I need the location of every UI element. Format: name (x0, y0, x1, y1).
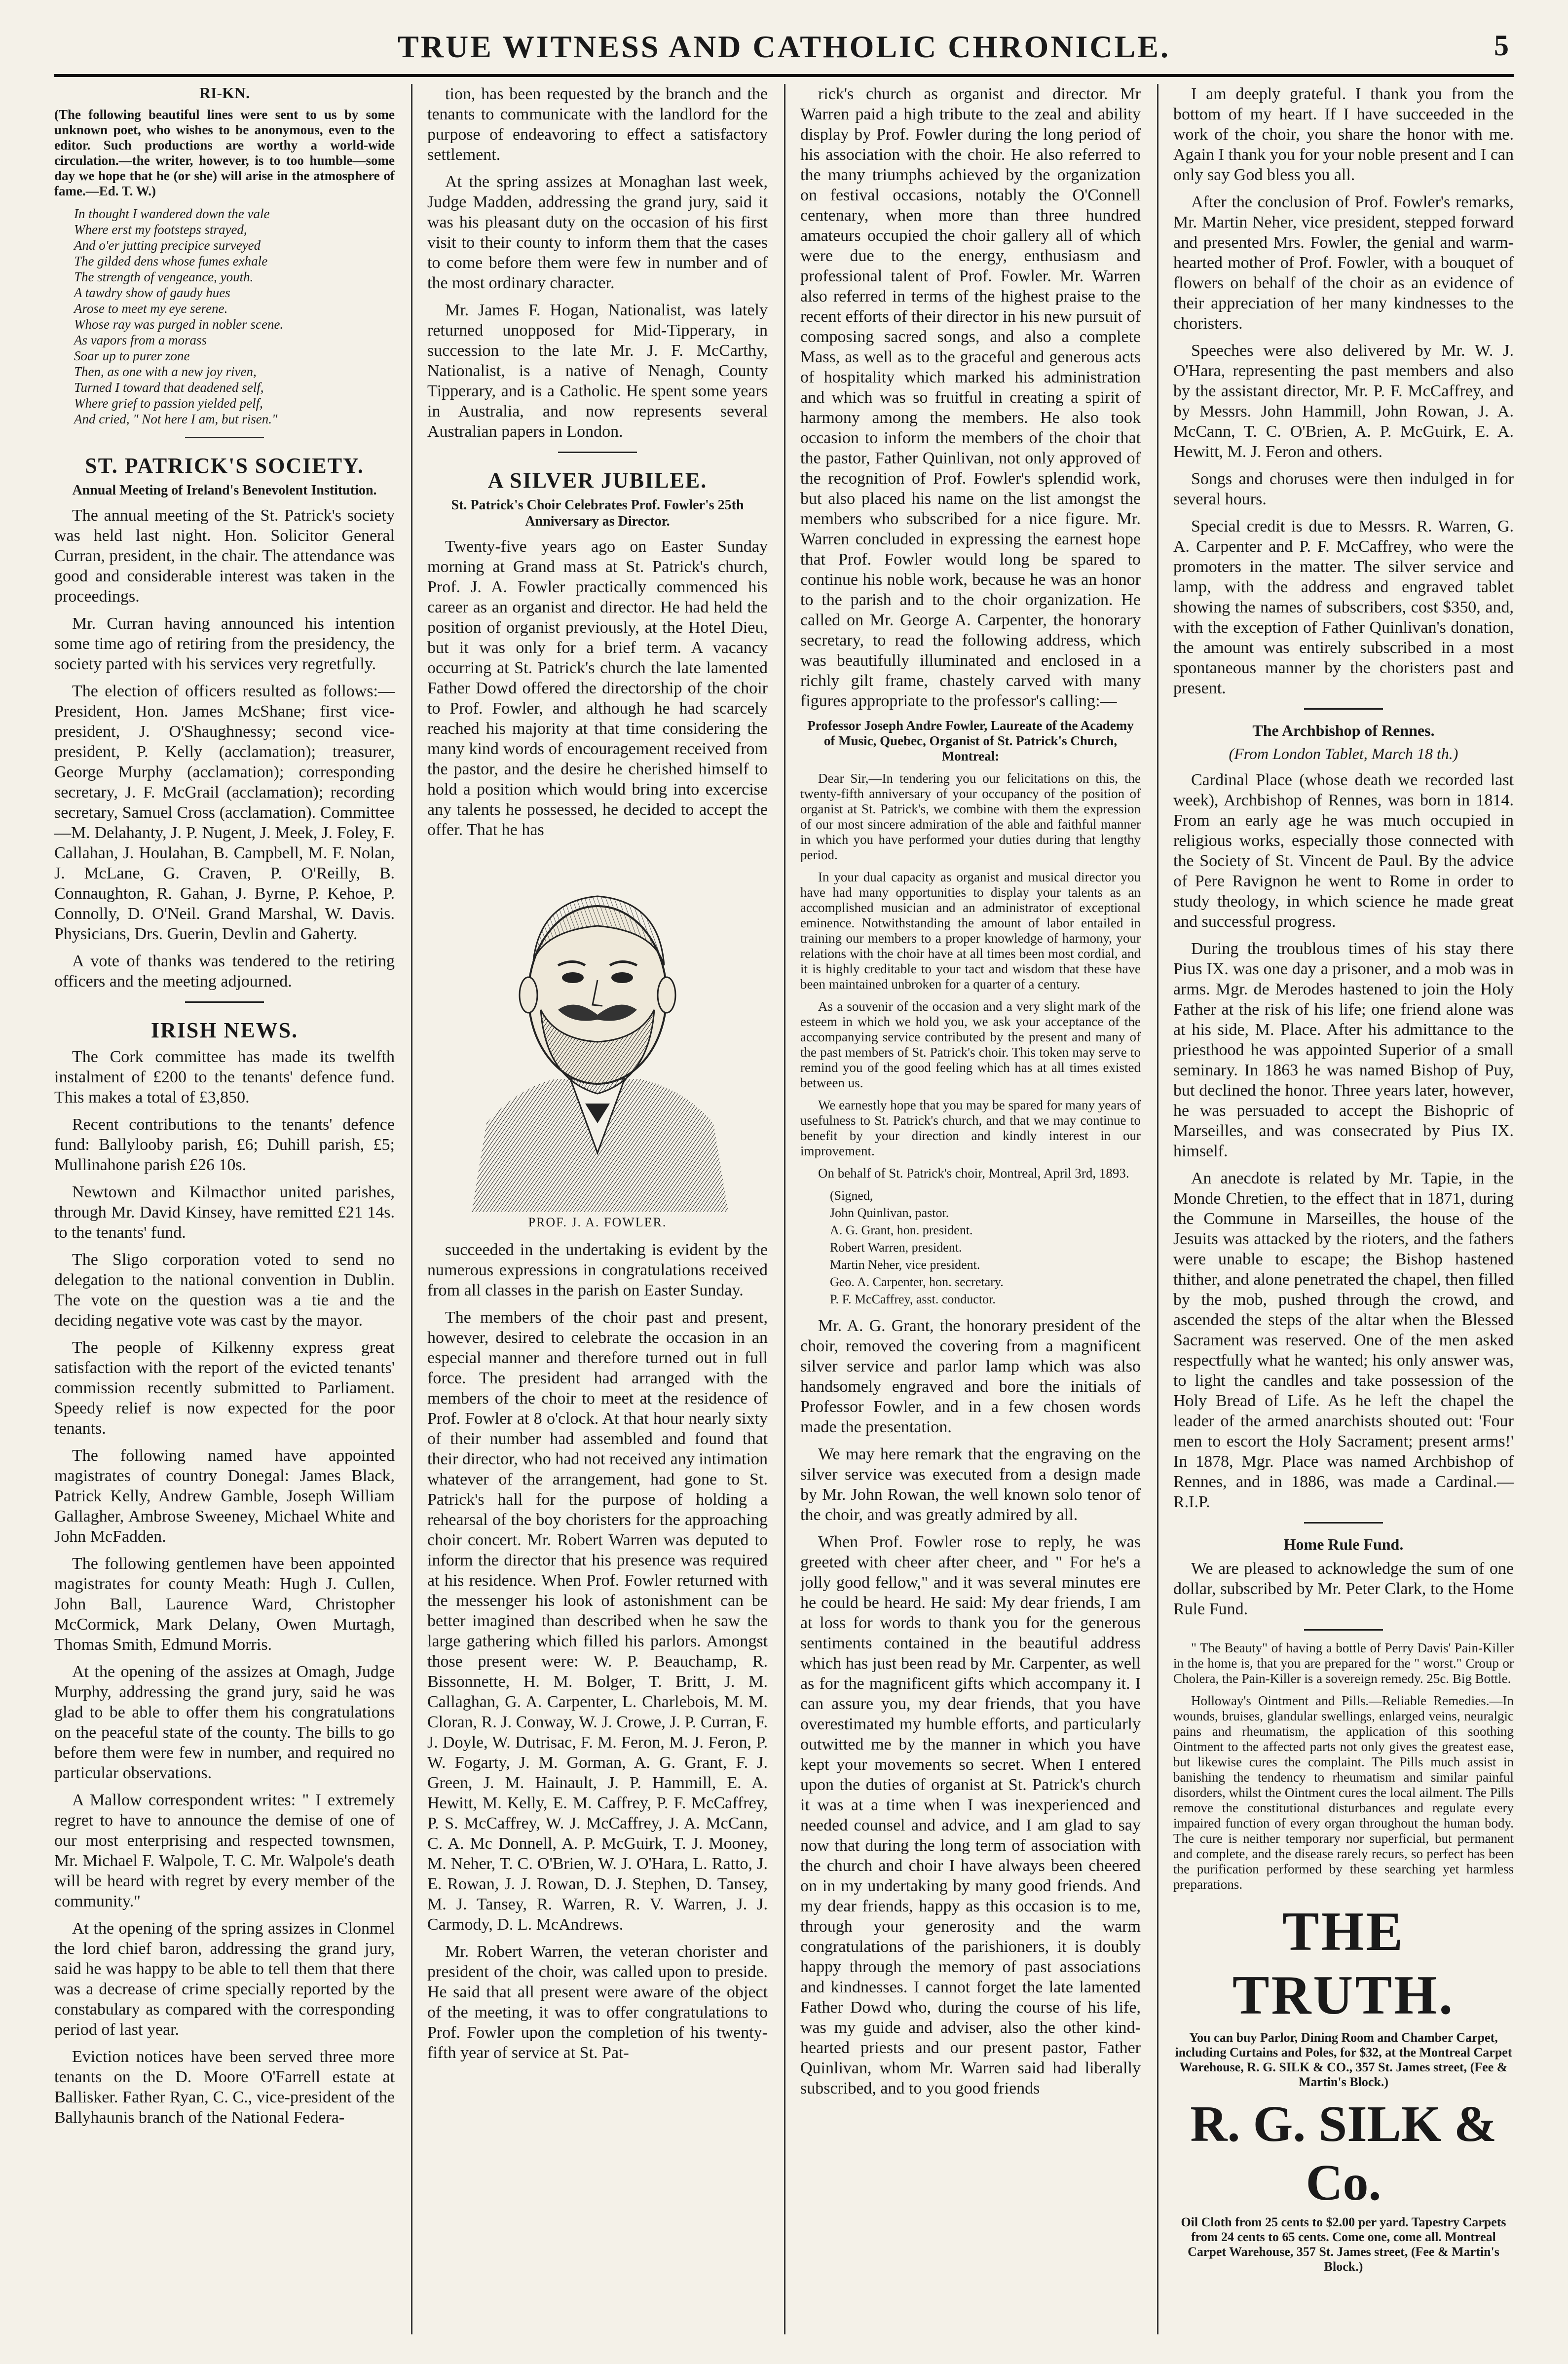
signatory: Robert Warren, president. (830, 1240, 962, 1255)
paragraph: rick's church as organist and director. Mr Warren paid a high tribute to the zeal and ability display by Prof. Fowler during the long period of his association with the choir. He also referred to the many triumphs achieved by the organization on festival occasions, notably the O'Connell centenary, when more than three hundred amateurs occupied the choir gallery all of which were due to the energy, enthusiasm and professional talent of Prof. Fowler. Mr. Warren also referred in terms of the highest praise to the recent efforts of their director in his new pursuit of composing sacred songs, and also a complete Mass, as well as to the graceful and generous acts of hospitality which marked his administration and which was so fruitful in creating a spirit of harmony among the members. He also took occasion to inform the members of the choir that the pastor, Father Quinlivan, not only approved of the recognition of Prof. Fowler's splendid work, but also placed his name on the list amongst the members who subscribed for a nice figure. Mr. Warren concluded in expressing the earnest hope that Prof. Fowler would long be spared to continue his noble work, because he was an honor to the parish and to the choir organization. He called on Mr. George A. Carpenter, the honorary secretary, to read the following address, which was beautifully illuminated and enclosed in a richly gilt frame, chastely carved with many figures appropriate to the professor's calling:— (800, 85, 1141, 710)
poem-line: Where grief to passion yielded pelf, (74, 396, 263, 411)
jubilee-article (427, 536, 768, 840)
signed-label: (Signed, (830, 1188, 873, 1203)
signatory: A. G. Grant, hon. president. (830, 1223, 973, 1237)
column-rule (411, 84, 412, 2334)
poem-line: Turned I toward that deadened self, (74, 380, 264, 395)
poem-line: And cried, " Not here I am, but risen." (74, 412, 278, 426)
homerule-heading: Home Rule Fund. (1283, 1535, 1404, 1553)
choir-address (800, 771, 1141, 1181)
column-3 (800, 84, 1141, 2334)
column-rule (1157, 84, 1158, 2334)
poem-title: RI-KN. (199, 84, 250, 102)
paragraph: Recent contributions to the tenants' defence fund: Ballylooby parish, £6; Duhill parish, £5; Mullinahone parish £26 10s. (54, 1115, 395, 1174)
paragraph: Songs and choruses were then indulged in for several hours. (1173, 470, 1514, 508)
poem-line: The strength of vengeance, youth. (74, 269, 254, 284)
poem-line: Soar up to purer zone (74, 348, 190, 363)
portrait-caption: PROF. J. A. FOWLER. (528, 1215, 667, 1229)
fowler-portrait-image (427, 847, 768, 1212)
signatory: P. F. McCaffrey, asst. conductor. (830, 1292, 996, 1306)
paragraph: During the troublous times of his stay there Pius IX. was one day a prisoner, and a mob was in arms. Mgr. de Merodes hastened to join the Holy Father at the risk of his life; one friend alone was at his side, M. Place. After his admittance to the priesthood he was appointed Superior of a small seminary. In 1863 he was named Bishop of Puy, but declined the honor. Three years later, however, he was persuaded to accept the Bishopric of Marseilles, and was consecrated by Pius IX. himself. (1173, 940, 1514, 1160)
paragraph: At the opening of the spring assizes in Clonmel the lord chief baron, addressing the grand jury, said he was happy to be able to tell them that there was a decrease of crime specially reported by the constabulary as compared with the corresponding period of last year. (54, 1919, 395, 2039)
divider (185, 437, 264, 438)
poem-line: A tawdry show of gaudy hues (74, 285, 230, 300)
poem-line: In thought I wandered down the vale (74, 206, 270, 221)
jubilee-article-continued (1173, 84, 1514, 698)
poem (74, 206, 395, 427)
poem-line: And o'er jutting precipice surveyed (74, 238, 261, 253)
jubilee-heading: A SILVER JUBILEE. (487, 468, 708, 493)
address-paragraph: We earnestly hope that you may be spared for many years of usefulness to St. Patrick's church, and that we may continue to benefit by your direction and kindly interest in our improvement. (800, 1098, 1141, 1158)
signatory: John Quinlivan, pastor. (830, 1206, 949, 1220)
divider (1304, 1522, 1383, 1524)
column-2 (427, 84, 768, 2334)
continued-article (427, 84, 768, 442)
divider (1304, 708, 1383, 710)
paragraph: A Mallow correspondent writes: " I extremely regret to have to announce the demise of one of our most enterprising and respected townsmen, Mr. Michael F. Walpole, T. C. Mr. Walpole's death will be heard with regret by every member of the community." (54, 1791, 395, 1910)
ad-brand: R. G. SILK & Co. (1190, 2096, 1497, 2211)
jubilee-article-continued (427, 1240, 768, 2063)
divider (1304, 1629, 1383, 1631)
poem-line: Arose to meet my eye serene. (74, 301, 228, 316)
address-heading: Professor Joseph Andre Fowler, Laureate of the Academy of Music, Quebec, Organist of St. Patrick's Church, Montreal: (807, 718, 1134, 763)
column-1 (54, 84, 395, 2334)
paragraph: The annual meeting of the St. Patrick's society was held last night. Hon. Solicitor General Curran, president, in the chair. The attendance was good and considerable interest was taken in the proceedings. (54, 506, 395, 606)
ad-body: You can buy Parlor, Dining Room and Chamber Carpet, including Curtains and Poles, for $32, at the Montreal Carpet Warehouse, R. G. SILK & CO., 357 St. James street, (Fee & Martin's Block.) (1175, 2030, 1512, 2089)
paragraph: The people of Kilkenny express great satisfaction with the report of the evicted tenants' commission recently submitted to Parliament. Speedy relief is now expected for the poor tenants. (54, 1338, 395, 1438)
page-number: 5 (1494, 29, 1509, 62)
poem-note: (The following beautiful lines were sent to us by some unknown poet, who wishes to be anonymous, even to the editor. Such productions are worthy a world-wide circulation.—the writer, however, is to too humble—some day we hope that he (or she) will arise in the atmosphere of fame.—Ed. T. W.) (54, 107, 395, 198)
jubilee-article-continued (800, 84, 1141, 711)
paragraph: Eviction notices have been served three more tenants on the D. Moore O'Farrell estate at Ballisker. Father Ryan, C. C., vice-president of the Ballyhaunis branch of the National Federa- (54, 2048, 395, 2127)
address-paragraph: On behalf of St. Patrick's choir, Montreal, April 3rd, 1893. (818, 1166, 1129, 1181)
paragraph: Special credit is due to Messrs. R. Warren, G. A. Carpenter and P. F. McCaffrey, who were the promoters in the matter. The silver service and lamp, with the address and engraved tablet showing the names of subscribers, cost $350, and, with the exception of Father Quinlivan's donation, the amount was entirely subscribed in a most spontaneous manner by the choristers past and present. (1173, 517, 1514, 697)
paragraph: The Sligo corporation voted to send no delegation to the national convention in Dublin. The vote on the question was a tie and the deciding negative vote was cast by the mayor. (54, 1251, 395, 1330)
ad-footer: Oil Cloth from 25 cents to $2.00 per yard. Tapestry Carpets from 24 cents to 65 cents. Come one, come all. Montreal Carpet Warehouse, 357 St. James street, (Fee & Martin's Block.) (1181, 2215, 1506, 2274)
paragraph: Cardinal Place (whose death we recorded last week), Archbishop of Rennes, was born in 1814. From an early age he was much occupied in religious works, especially those connected with the Society of St. Vincent de Paul. By the advice of Pere Ravignon he went to Rome in order to study theology, in which science he made great and successful progress. (1173, 771, 1514, 931)
stpatrick-heading: ST. PATRICK'S SOCIETY. (85, 454, 364, 478)
signatories (800, 1205, 1141, 1307)
paragraph: An anecdote is related by Mr. Tapie, in the Monde Chretien, to the effect that in 1871, during the Commune in Marseilles, the house of the Jesuits was attacked by the rioters, and the fathers were unable to escape; the Bishop hastened thither, and alone penetrated the chapel, then filled by the mob, pushed through the crowd, and ascended the steps of the altar when the Blessed Sacrament was reserved. One of the men asked respectfully what he wanted; his only answer was, to light the candles and take possession of the Holy Bread of Life. As he left the chapel the leader of the armed anarchists shouted out: 'Four men to escort the Holy Sacrament; present arms!' In 1878, Mgr. Place was named Archbishop of Rennes, and in 1886, was made a Cardinal.—R.I.P. (1173, 1169, 1514, 1511)
poem-line: As vapors from a morass (74, 333, 207, 347)
column-4 (1173, 84, 1514, 2334)
irish-news-heading: IRISH NEWS. (150, 1018, 299, 1042)
signatory: Geo. A. Carpenter, hon. secretary. (830, 1275, 1004, 1289)
paragraph: When Prof. Fowler rose to reply, he was greeted with cheer after cheer, and " For he's a jolly good fellow," and it was several minutes ere he could be heard. He said: My dear friends, I am at loss for words to thank you for the generous sentiments contained in the beautiful address which has just been read by Mr. Carpenter, as well as for the magnificent gifts which accompany it. I can assure you, my dear friends, that you have overestimated my humble efforts, and particularly outwitted me by the manner in which you have kept your movements so secret. When I entered upon the duties of organist at St. Patrick's church it was at a time when I was inexperienced and needed counsel and advice, and I am glad to say now that during the long term of association with the church and choir I have always been cheered on in my undertaking by many good friends. And my dear friends, happy as this occasion is to me, through your generosity and the warm congratulations of the parishioners, it is doubly happy through the memory of past associations and kindnesses. I cannot forget the late lamented Father Dowd who, during the course of his life, was my guide and adviser, also the other kind-hearted priests and our present pastor, Father Quinlivan, whom Mr. Warren said had liberally subscribed, and to you good friends (800, 1533, 1141, 2097)
irish-news-article (54, 1047, 395, 2128)
paragraph: Twenty-five years ago on Easter Sunday morning at Grand mass at St. Patrick's church, Prof. J. A. Fowler practically commenced his career as an organist and director. He had held the position of organist previously, at the Hotel Dieu, but it was only for a brief term. A vacancy occurring at St. Patrick's church the late lamented Father Dowd offered the directorship of the choir to Prof. Fowler, and although he had scarcely reached his majority at that time considering the many kind words of encouragement received from the pastor, and the desire he cherished himself to hold a position which would bring into excercise any talents he possessed, he decided to accept the offer. That he has (427, 537, 768, 839)
portrait-engraving (427, 847, 768, 1212)
divider (558, 452, 637, 453)
paragraph: Mr. Robert Warren, the veteran chorister and president of the choir, was called upon to preside. He said that all present were aware of the object of the meeting, it was to offer congratulations to Prof. Fowler upon the completion of his twenty-fifth year of service at St. Pat- (427, 1943, 768, 2062)
paragraph: The following gentlemen have been appointed magistrates for county Meath: Hugh J. Cullen, John Ball, Laurence Ward, Christopher McCormick, Mark Delany, Owen Murtagh, Thomas Smith, Edmund Morris. (54, 1555, 395, 1654)
poem-line: The gilded dens whose fumes exhale (74, 254, 268, 268)
paragraph: The Cork committee has made its twelfth instalment of £200 to the tenants' defence fund. This makes a total of £3,850. (54, 1048, 395, 1106)
paragraph: Mr. A. G. Grant, the honorary president of the choir, removed the covering from a magnificent silver service and parlor lamp which was also handsomely engraved and bore the initials of Professor Fowler, and in a few chosen words made the presentation. (800, 1317, 1141, 1436)
divider (185, 1001, 264, 1003)
stpatrick-article (54, 505, 395, 991)
poem-line: Then, as one with a new joy riven, (74, 364, 257, 379)
paragraph: The following named have appointed magistrates of country Donegal: James Black, Patrick Kelly, Andrew Gamble, Joseph William Gallagher, Ambrose Sweeney, Michael White and John McFadden. (54, 1447, 395, 1546)
address-paragraph: In your dual capacity as organist and musical director you have had many opportunities to display your talents as an accomplished musician and an administrator of exceptional eminence. Notwithstanding the amount of labor entailed in training our members to a proper knowledge of harmony, your relations with the choir have at all times been most cordial, and it is highly creditable to your tact and wisdom that these have been maintained unbroken for a quarter of a century. (800, 870, 1141, 991)
jubilee-subheading: St. Patrick's Choir Celebrates Prof. Fowler's 25th Anniversary as Director. (451, 497, 744, 529)
newspaper-title: TRUE WITNESS AND CATHOLIC CHRONICLE. (398, 29, 1170, 64)
paragraph: tion, has been requested by the branch and the tenants to communicate with the landlord for the purpose of endeavoring to effect a satisfactory settlement. (427, 85, 768, 164)
paragraph: The members of the choir past and present, however, desired to celebrate the occasion in an especial manner and therefore turned out in full force. The president had arranged with the members of the choir to meet at the residence of Prof. Fowler at 8 o'clock. At that hour nearly sixty of their number had assembled and found that their director, who had not received any intimation whatever of the arrangement, had gone to St. Patrick's hall for the purpose of holding a rehearsal of the boy choristers for the approaching choir concert. Mr. Robert Warren was deputed to inform the director that his presence was required at his residence. When Prof. Fowler returned with the messenger his look of astonishment can be better imagined than described when he saw the large gathering which filled his parlors. Amongst those present were: W. P. Beauchamp, R. Bissonnette, H. M. Bolger, T. Britt, J. M. Callaghan, G. A. Carpenter, L. Charlebois, M. M. Cloran, R. J. Conway, W. J. Crowe, J. P. Curran, F. J. Doyle, W. Dutrisac, F. M. Feron, M. J. Feron, P. W. Fogarty, J. M. Gorman, A. G. Grant, F. J. Green, J. M. Hainault, J. P. Hammill, E. A. Hewitt, M. Kelly, E. M. Caffrey, P. F. McCaffrey, P. S. McCaffrey, W. J. McCaffrey, J. A. McCann, C. A. Mc Donnell, A. P. McGuirk, T. J. Mooney, M. Neher, T. C. O'Brien, W. J. O'Hara, L. Ratto, J. E. Rowan, J. J. Rowan, D. J. Stephen, D. Tansey, M. J. Tansey, R. Warren, R. V. Warren, J. J. Carmody, D. L. McAndrews. (427, 1308, 768, 1934)
masthead (54, 20, 1514, 77)
ad-headline: THE TRUTH. (1232, 1901, 1455, 2026)
paragraph: The election of officers resulted as follows:—President, Hon. James McShane; first vice-president, J. O'Shaughnessy; second vice-president, P. Kelly (acclamation); treasurer, George Murphy (acclamation); corresponding secretary, J. F. McGrail (acclamation); recording secretary, Samuel Cross (acclamation). Committee—M. Delahanty, J. P. Nugent, J. Meek, J. Foley, F. Callahan, J. Houlahan, B. Campbell, M. F. Nolan, J. McLane, G. Craven, P. O'Reilly, B. Connaughton, R. Gahan, J. Byrne, P. Kehoe, P. Connolly, D. O'Neil. Grand Marshal, W. Davis. Physicians, Drs. Guerin, Devlin and Gaherty. (54, 682, 395, 943)
paragraph: Speeches were also delivered by Mr. W. J. O'Hara, representing the past members and also by the assistant director, Mr. P. F. McCaffrey, and by Messrs. John Hammill, John Rowan, J. A. McCann, T. C. O'Brien, A. P. McGuirk, E. A. Hewitt, M. J. Feron and others. (1173, 342, 1514, 461)
paragraph: We may here remark that the engraving on the silver service was executed from a design made by Mr. John Rowan, the well known solo tenor of the choir, and was greatly admired by all. (800, 1445, 1141, 1524)
rennes-heading: The Archbishop of Rennes. (1252, 722, 1435, 739)
paragraph: succeeded in the undertaking is evident by the numerous expressions in congratulations received from all classes in the parish on Easter Sunday. (427, 1241, 768, 1299)
painkiller-notice: " The Beauty" of having a bottle of Perry Davis' Pain-Killer in the home is, that you are prepared for the " worst." Croup or Cholera, the Pain-Killer is a sovereign remedy. 25c. Big Bottle. (1173, 1640, 1514, 1686)
paragraph: Mr. Curran having announced his intention some time ago of retiring from the presidency, the society parted with his services very regretfully. (54, 614, 395, 673)
paragraph: At the spring assizes at Monaghan last week, Judge Madden, addressing the grand jury, said it was his pleasant duty on the occasion of his first visit to their county to inform them that the cases to come before them were few in number and of the most ordinary character. (427, 173, 768, 292)
columns (54, 84, 1514, 2334)
homerule-text: We are pleased to acknowledge the sum of one dollar, subscribed by Mr. Peter Clark, to the Home Rule Fund. (1173, 1560, 1514, 1618)
paragraph: At the opening of the assizes at Omagh, Judge Murphy, addressing the grand jury, said he was glad to be able to offer them his congratulations on the peaceful state of the county. The bills to go before them were few in number, and required no particular observations. (54, 1663, 395, 1782)
signatory: Martin Neher, vice president. (830, 1258, 980, 1272)
paragraph: A vote of thanks was tendered to the retiring officers and the meeting adjourned. (54, 952, 395, 991)
holloway-notice: Holloway's Ointment and Pills.—Reliable Remedies.—In wounds, bruises, glandular swellings, enlarged veins, neuralgic pains and rheumatism, the application of this soothing Ointment to the affected parts not only gives the greatest ease, but likewise cures the complaint. The Pills much assist in banishing the tendency to rheumatism and similar painful disorders, whilst the Ointment cures the local ailment. The Pills remove the constitutional disturbances and regulate every impaired function of every organ throughout the human body. The cure is neither temporary nor superficial, but permanent and complete, and the disease rarely recurs, so perfect has been the purification performed by these searching yet harmless preparations. (1173, 1693, 1514, 1892)
paragraph: Mr. James F. Hogan, Nationalist, was lately returned unopposed for Mid-Tipperary, in succession to the late Mr. J. F. McCarthy, Nationalist, is a native of Nenagh, County Tipperary, and is a Catholic. He spent some years in Australia, and now represents several Australian papers in London. (427, 301, 768, 441)
paragraph: I am deeply grateful. I thank you from the bottom of my heart. If I have succeeded in the work of the choir, you share the honor with me. Again I thank you for your noble present and I can only say God bless you all. (1173, 85, 1514, 184)
poem-line: Where erst my footsteps strayed, (74, 222, 247, 237)
paragraph: After the conclusion of Prof. Fowler's remarks, Mr. Martin Neher, vice president, stepped forward and presented Mrs. Fowler, the genial and warm-hearted mother of Prof. Fowler, with a bouquet of flowers on behalf of the choir as an evidence of their appreciation of her many kindnesses to the choristers. (1173, 193, 1514, 333)
jubilee-article-continued (800, 1316, 1141, 2098)
address-paragraph: Dear Sir,—In tendering you our felicitations on this, the twenty-fifth anniversary of your occupancy of the position of organist at St. Patrick's, we combine with them the expression of our most sincere admiration of the able and faithful manner in which you have performed your duties during that lengthy period. (800, 771, 1141, 862)
address-paragraph: As a souvenir of the occasion and a very slight mark of the esteem in which we hold you, we ask your acceptance of the accompanying service contributed by the present and many of the past members of St. Patrick's choir. This token may serve to remind you of the good feeling which has at all times existed between us. (800, 999, 1141, 1090)
rennes-source: (From London Tablet, March 18 th.) (1229, 745, 1458, 763)
poem-line: Whose ray was purged in nobler scene. (74, 317, 284, 332)
stpatrick-subheading: Annual Meeting of Ireland's Benevolent Institution. (72, 483, 377, 498)
column-rule (784, 84, 785, 2334)
paragraph: Newtown and Kilmacthor united parishes, through Mr. David Kinsey, have remitted £21 14s. to the tenants' fund. (54, 1183, 395, 1242)
rennes-article (1173, 770, 1514, 1512)
